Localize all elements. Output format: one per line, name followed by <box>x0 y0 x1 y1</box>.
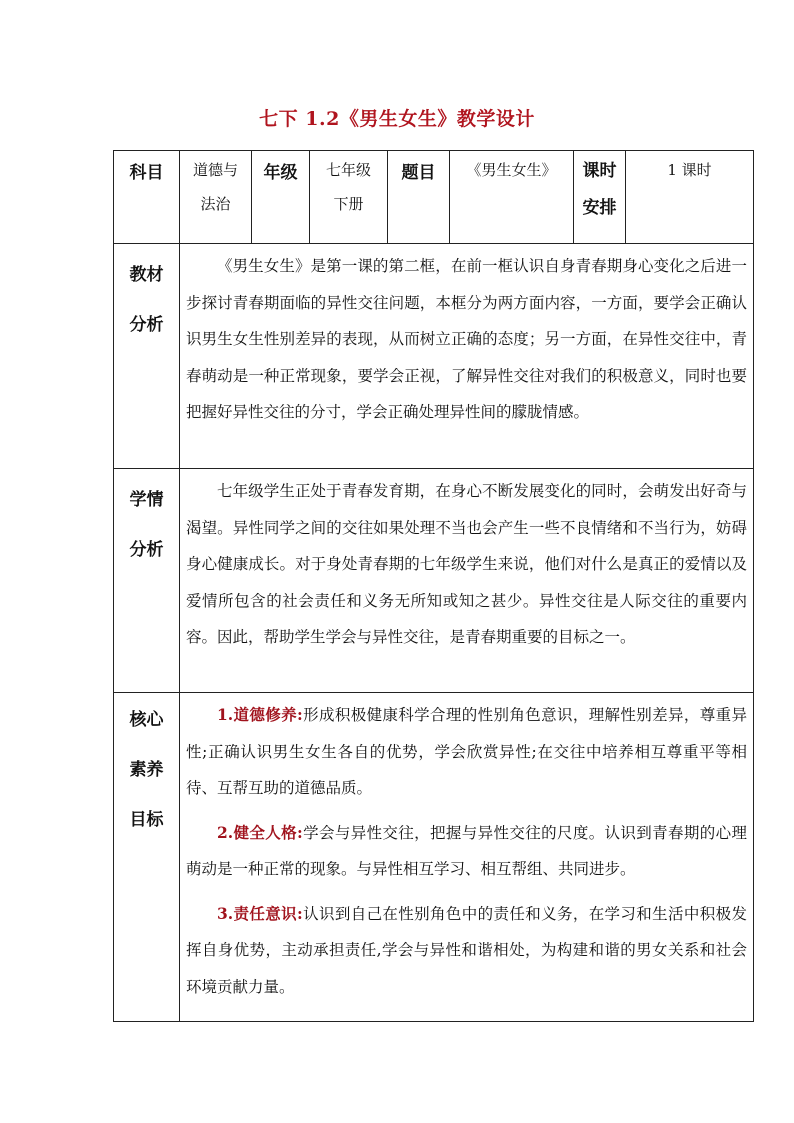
goal-text: 学会与异性交往，把握与异性交往的尺度。认识到青春期的心理萌动是一种正常的现象。与异性相互学习、相互帮组、共同进步。 <box>186 823 747 878</box>
grade-label: 年级 <box>252 151 310 244</box>
document-title: 七下 1.2《男生女生》教学设计 <box>259 108 535 130</box>
subject-label: 科目 <box>114 151 180 244</box>
goal-key: 1.道德修养: <box>217 705 303 724</box>
grade-value: 七年级下册 <box>310 151 388 244</box>
goal-text: 形成积极健康科学合理的性别角色意识，理解性别差异，尊重异性;正确认识男生女生各自的优势，学会欣赏异性;在交往中培养相互尊重平等相待、互帮互助的道德品质。 <box>186 706 747 797</box>
subject-value: 道德与法治 <box>180 151 252 244</box>
goal-key: 2.健全人格: <box>217 822 303 842</box>
goal-item <box>180 693 753 811</box>
lesson-design-table <box>113 150 754 1022</box>
topic-value: 《男生女生》 <box>450 151 574 244</box>
student-analysis-text: 七年级学生正处于青春发育期，在身心不断发展变化的同时，会萌发出好奇与渴望。异性同学之间的交往如果处理不当也会产生一些不良情绪和不当行为，妨碍身心健康成长。对于身处青春期的七年级学生来说，他们对什么是真正的爱情以及爱情所包含的社会责任和义务无所知或知之甚少。异性交往是人际交往的重要内容。因此，帮助学生学会与异性交往，是青春期重要的目标之一。 <box>186 482 747 646</box>
student-analysis-row <box>114 469 754 693</box>
textbook-analysis-row <box>114 244 754 469</box>
goal-key: 3.责任意识: <box>217 903 303 923</box>
schedule-label: 课时安排 <box>574 151 626 244</box>
header-row <box>114 151 754 244</box>
goal-item <box>180 811 753 892</box>
core-goals-label: 核心素养目标 <box>114 693 180 1022</box>
goal-text: 认识到自己在性别角色中的责任和义务，在学习和生活中积极发挥自身优势，主动承担责任,学会与异性和谐相处，为构建和谐的男女关系和社会环境贡献力量。 <box>186 904 747 996</box>
schedule-value: 1 课时 <box>626 151 754 244</box>
topic-label: 题目 <box>388 151 450 244</box>
goal-item <box>180 892 753 1010</box>
textbook-analysis-label: 教材分析 <box>114 244 180 469</box>
core-goals-row <box>114 693 754 1022</box>
student-analysis-label: 学情分析 <box>114 469 180 693</box>
textbook-analysis-text: 《男生女生》是第一课的第二框，在前一框认识自身青春期身心变化之后进一步探讨青春期面临的异性交往问题，本框分为两方面内容，一方面，要学会正确认识男生女生性别差异的表现，从而树立正确的态度；另一方面，在异性交往中，青春萌动是一种正常现象，要学会正视，了解异性交往对我们的积极意义，同时也要把握好异性交往的分寸，学会正确处理异性间的朦胧情感。 <box>186 257 747 421</box>
